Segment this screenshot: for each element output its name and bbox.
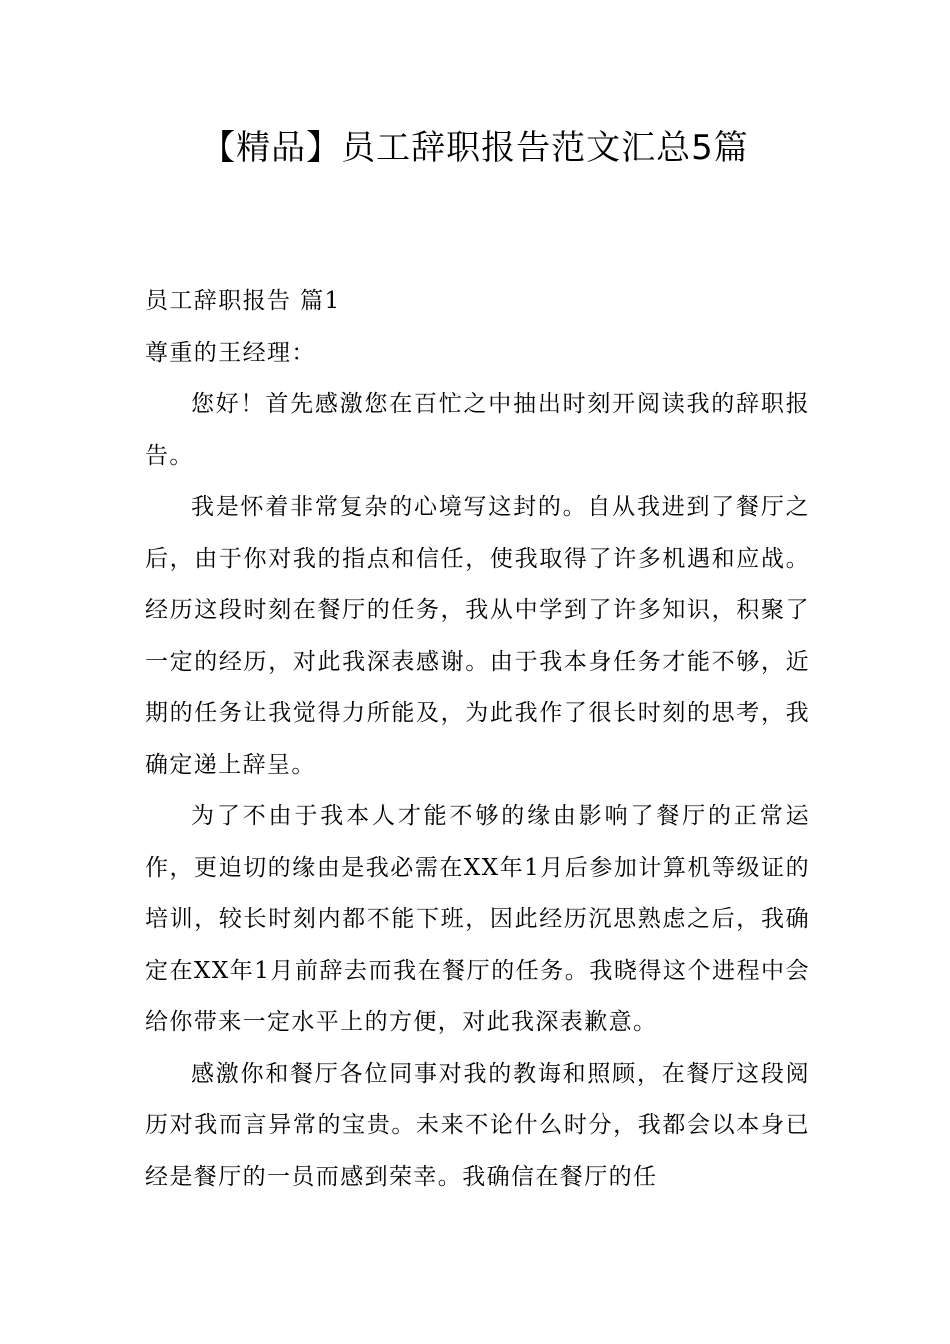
paragraph-1: 您好！首先感激您在百忙之中抽出时刻开阅读我的辞职报告。 [145, 391, 810, 469]
salutation: 尊重的王经理： [145, 339, 316, 366]
paragraph-4: 感激你和餐厅各位同事对我的教诲和照顾，在餐厅这段阅历对我而言异常的宝贵。未来不论什么时分，我都会以本身已经是餐厅的一员而感到荣幸。我确信在餐厅的任 [145, 1060, 810, 1190]
paragraph-3: 为了不由于我本人才能不够的缘由影响了餐厅的正常运作，更迫切的缘由是我必需在XX年1月后参加计算机等级证的培训，较长时刻内都不能下班，因此经历沉思熟虑之后，我确定在XX年1月前辞去而我在餐厅的任务。我晓得这个进程中会给你带来一定水平上的方便，对此我深表歉意。 [145, 803, 810, 1035]
section-heading: 员工辞职报告 篇1 [145, 288, 341, 314]
paragraph-2: 我是怀着非常复杂的心境写这封的。自从我进到了餐厅之后，由于你对我的指点和信任，使我取得了许多机遇和应战。经历这段时刻在餐厅的任务，我从中学到了许多知识，积聚了一定的经历，对此我深表感谢。由于我本身任务才能不够，近期的任务让我觉得力所能及，为此我作了很长时刻的思考，我确定递上辞呈。 [145, 494, 810, 778]
document-title: 【精品】员工辞职报告范文汇总5篇 [201, 128, 749, 168]
document-body [145, 276, 810, 1203]
